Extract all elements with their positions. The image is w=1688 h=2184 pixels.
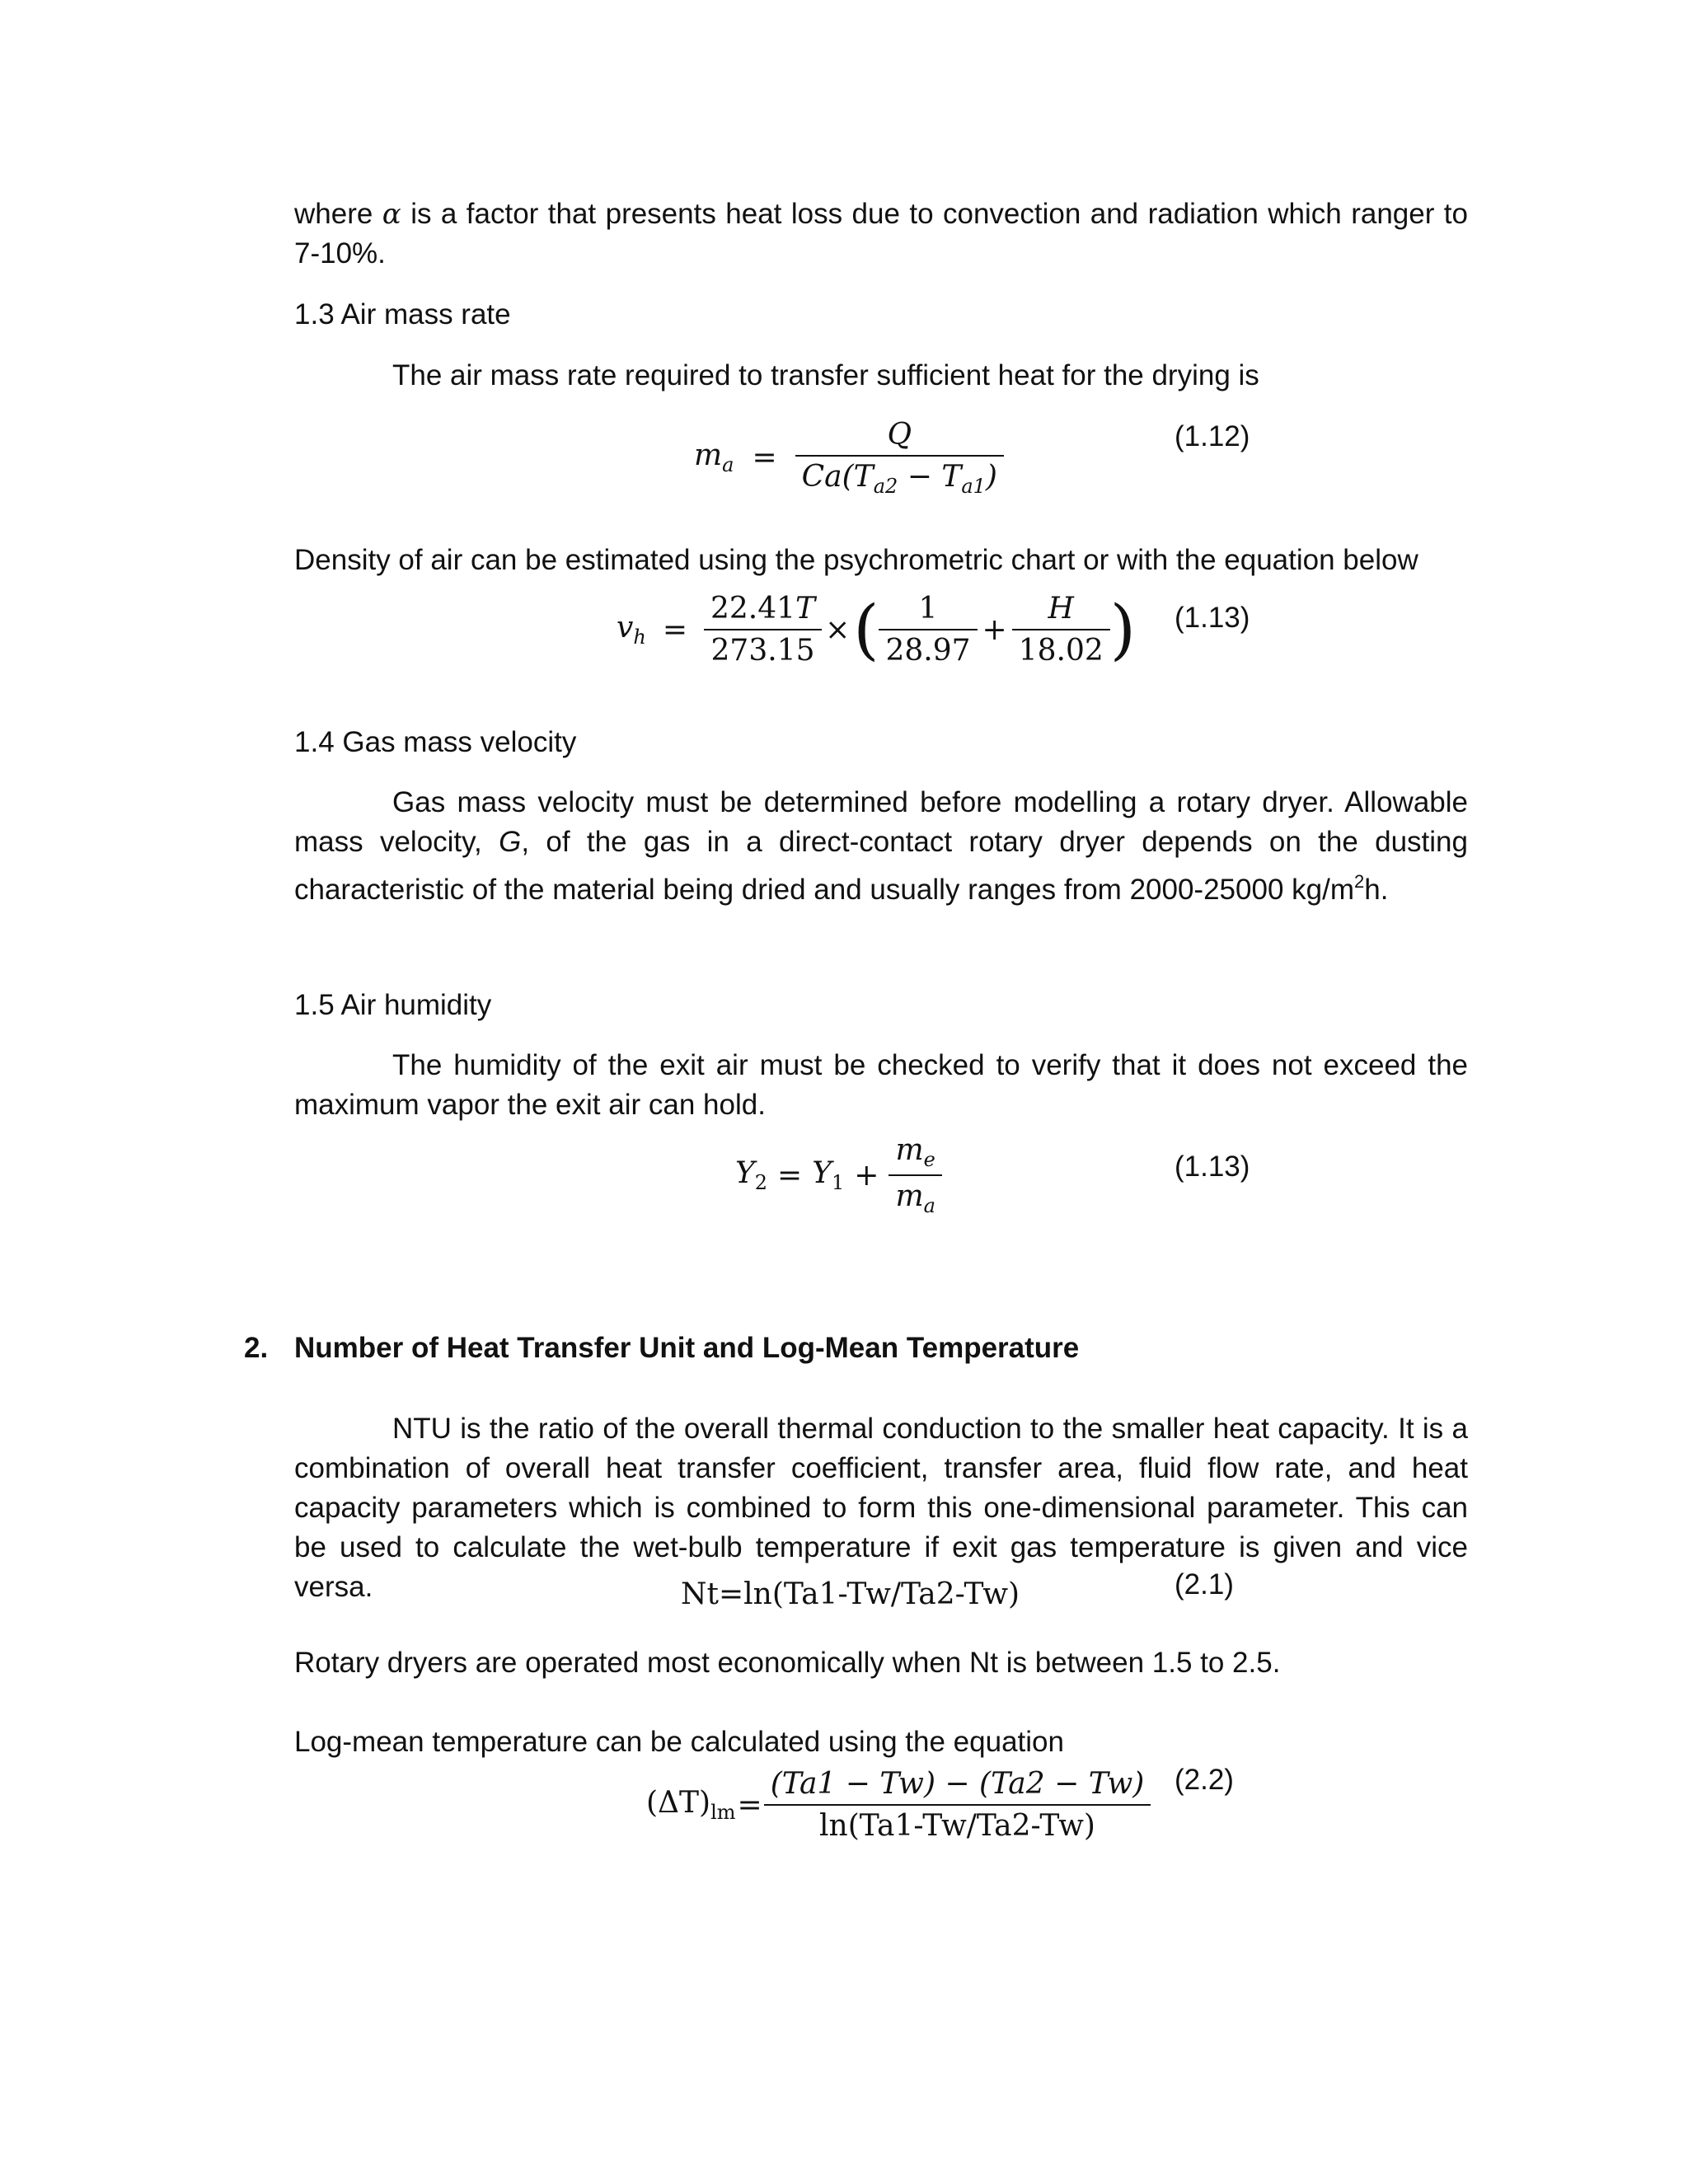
alpha-symbol: α bbox=[382, 198, 401, 231]
eq113b-fraction: $\frac{m_e}{m_a}$ bbox=[889, 1133, 941, 1217]
eq22-number: (2.2) bbox=[1175, 1764, 1234, 1796]
eq112-lhs: $m_a$ bbox=[694, 438, 734, 476]
eq113a-equals: = bbox=[662, 612, 687, 647]
eq113a-times: × bbox=[825, 612, 851, 647]
eq113b-number: (1.13) bbox=[1175, 1151, 1250, 1183]
section-1-5-text: The humidity of the exit air must be checked to verify that it does not exceed the maximum vapor the exit air can hold. bbox=[294, 1049, 1468, 1121]
equation-1-13-density bbox=[617, 588, 1136, 671]
section-1-3-text: The air mass rate required to transfer sufficient heat for the drying is bbox=[392, 359, 1259, 391]
eq113a-plus: + bbox=[982, 612, 1007, 647]
density-text: Density of air can be estimated using the psychrometric chart or with the equation below bbox=[294, 544, 1418, 576]
eq113a-fraction-2: $\frac{1}{28.97}$ bbox=[879, 592, 977, 668]
section-2-heading: Number of Heat Transfer Unit and Log-Mean Temperature bbox=[294, 1332, 1080, 1364]
eq112-denominator: $Ca(T_{a2} - T_{a1})$ bbox=[801, 459, 997, 498]
eq22-lhs: $(\Delta T)_{lm}$ bbox=[646, 1786, 736, 1824]
eq21-number: (2.1) bbox=[1175, 1568, 1234, 1601]
eq22-fraction: $\frac{(Ta1 - Tw) - (Ta2 - Tw)}{\ln(Ta1-Tw/Ta2-Tw)}$ bbox=[764, 1767, 1151, 1843]
section-1-3-heading: 1.3 Air mass rate bbox=[294, 298, 511, 330]
alpha-pre: where bbox=[294, 198, 382, 230]
equation-2-2: $(\Delta T)_{lm}$ = $\frac{(Ta1 - Tw) - (Ta2 - Tw)}{\ln(Ta1-Tw/Ta2-Tw)}$ bbox=[646, 1764, 1151, 1846]
alpha-paragraph bbox=[294, 194, 1468, 274]
section-2-text: NTU is the ratio of the overall thermal conduction to the smaller heat capacity. It is a combination of overall heat transfer coefficient, transfer area, fluid flow rate, and heat capacity parameters which is combined to form this one-dimensional parameter. This can be used to calculate the wet-bulb temperature if exit gas temperature is given and vice versa. bbox=[294, 1413, 1468, 1603]
eq113a-left-paren: ( bbox=[853, 591, 879, 668]
eq113a-lhs: $v_h$ bbox=[617, 611, 646, 649]
section-2-number: 2. bbox=[244, 1332, 269, 1364]
alpha-post: is a factor that presents heat loss due to convection and radiation which ranger to 7-10%. bbox=[294, 198, 1469, 269]
equation-2-1: Nt=ln(Ta1-Tw/Ta2-Tw) bbox=[681, 1577, 1020, 1611]
eq113a-right-paren: ) bbox=[1109, 591, 1136, 668]
section-1-5-heading: 1.5 Air humidity bbox=[294, 989, 492, 1021]
eq113a-number: (1.13) bbox=[1175, 602, 1250, 634]
eq112-fraction bbox=[795, 418, 1004, 498]
eq112-numerator: Q bbox=[795, 418, 1004, 457]
section-1-4-text: Gas mass velocity must be determined before modelling a rotary dryer. Allowable mass velocity, G, of the gas in a direct-contact rotary dryer depends on the dusting characteristic of the material being dried and usually ranges from 2000-25000 $kg/m^2h$. bbox=[294, 786, 1468, 906]
logmean-text: Log-mean temperature can be calculated using the equation bbox=[294, 1726, 1064, 1758]
eq112-equals: = bbox=[752, 440, 777, 475]
eq113a-fraction-1: $\frac{22.41T}{273.15}$ bbox=[704, 592, 822, 668]
eq112-number: (1.12) bbox=[1175, 420, 1250, 452]
equation-1-13-humidity: $Y_2$ = $Y_1$ + $\frac{m_e}{m_a}$ bbox=[735, 1134, 942, 1216]
section-1-4-heading: 1.4 Gas mass velocity bbox=[294, 726, 577, 758]
equation-1-12 bbox=[694, 416, 1004, 499]
eq113a-fraction-3: $\frac{H}{18.02}$ bbox=[1012, 592, 1110, 668]
rotary-text: Rotary dryers are operated most economically when Nt is between 1.5 to 2.5. bbox=[294, 1647, 1281, 1679]
